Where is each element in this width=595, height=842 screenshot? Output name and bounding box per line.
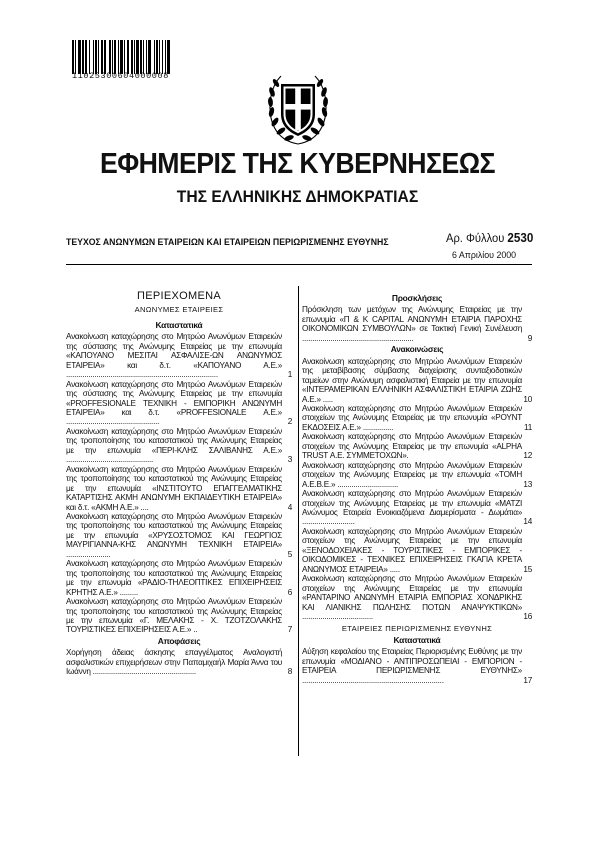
greek-coat-of-arms-emblem: [263, 70, 333, 148]
toc-entry-text: Ανακοίνωση καταχώρησης στο Μητρώο Ανωνύμων Εταιρειών της μεταβίβασης σύμβασης διαχείρισης συνταξιοδοτικών ταμείων στην Ανώνυμη ασφαλιστική Εταιρεία με την επωνυμία «ΙΝΤΕΡΑΜΕΡΙΚΑΝ ΕΛΛΗΝΙΚΗ ΑΣΦΑΛΙΣΤΙΚΗ ΕΤΑΙΡΙΑ ΖΩΗΣ Α.Ε.» .....: [302, 356, 522, 404]
toc-right-column: [302, 292, 532, 685]
toc-entry[interactable]: [302, 574, 532, 621]
column-divider: [298, 286, 299, 756]
toc-entry-text: Ανακοίνωση καταχώρησης στο Μητρώο Ανωνύμων Εταιρειών στοιχείων της Ανώνυμης Εταιρείας με την επωνυμία «ΡΑΝΤΑΡΙΝΟ ΑΝΩΝΥΜΗ ΕΤΑΙΡΙΑ ΕΜΠΟΡΙΑΣ ΧΟΝΔΡΙΚΗΣ ΚΑΙ ΛΙΑΝΙΚΗΣ ΠΩΛΗΣΗΣ ΠΟΤΩΝ ΑΝΑΨΥΚΤΙΚΩΝ» ...................................: [302, 574, 522, 621]
toc-entry-page: 17: [523, 675, 532, 685]
gazette-title: ΕΦΗΜΕΡΙΣ ΤΗΣ ΚΥΒΕΡΝΗΣΕΩΣ: [99, 148, 496, 180]
toc-entry-page: 12: [523, 451, 532, 461]
toc-subheading: Καταστατικά: [155, 319, 203, 330]
toc-entry[interactable]: [302, 357, 532, 404]
toc-entry-text: Ανακοίνωση καταχώρησης στο Μητρώο Ανωνύμων Εταιρειών της τροποποίησης του καταστατικού της Ανώνυμης Εταιρείας με την επωνυμία «ΡΑΔΙΟ-ΤΗΛΕΟΠΤΙΚΕΣ ΕΠΙΧΕΙΡΗΣΕΙΣ ΚΡΗΤΗΣ Α.Ε.» .........: [66, 559, 282, 597]
toc-subheading: Προσκλήσεις: [391, 293, 443, 303]
toc-entry-text: Πρόσκληση των μετόχων της Ανώνυμης Εταιρείας με την επωνυμία «Π & Κ CAPITAL ΑΝΩΝΥΜΗ ΕΤΑΙΡΙΑ ΠΑΡΟΧΗΣ ΟΙΚΟΝΟΜΙΚΩΝ ΣΥΜΒΟΥΛΩΝ» σε Τακτική Γενική Συνέλευση .......................................................: [302, 305, 522, 343]
toc-entry-text: Ανακοίνωση καταχώρησης στο Μητρώο Ανωνύμων Εταιρειών στοιχείων της Ανώνυμης Εταιρείας με την επωνυμία «ALPHA TRUST Α.Ε. ΣΥΜΜΕΤΟΧΩΝ».: [302, 432, 522, 461]
toc-entry-text: Ανακοίνωση καταχώρησης στο Μητρώο Ανωνύμων Εταιρειών στοιχείων της Ανώνυμης Εταιρείας με την επωνυμία «ΞΕΝΟΔΟΧΕΙΑΚΕΣ - ΤΟΥΡΙΣΤΙΚΕΣ - ΕΜΠΟΡΙΚΕΣ - ΟΙΚΟΔΟΜΙΚΕΣ - ΤΕΧΝΙΚΕΣ ΕΠΙΧΕΙΡΗΣΕΙΣ ΓΚΑΓΙΑ ΚΡΕΤΑ ΑΝΩΝΥΜΟΣ ΕΤΑΙΡΕΙΑ» .....: [302, 526, 522, 574]
issue-series: ΤΕΥΧΟΣ ΑΝΩΝΥΜΩΝ ΕΤΑΙΡΕΙΩΝ ΚΑΙ ΕΤΑΙΡΕΙΩΝ ΠΕΡΙΩΡΙΣΜΕΝΗΣ ΕΥΘΥΝΗΣ: [66, 236, 389, 247]
toc-left-groups: [66, 321, 292, 677]
toc-entry[interactable]: [66, 559, 292, 597]
toc-heading: ΠΕΡΙΕΧΟΜΕΝΑ: [137, 290, 221, 302]
toc-entry-page: 5: [287, 549, 292, 559]
toc-entry[interactable]: [66, 512, 292, 559]
toc-entry[interactable]: [66, 332, 292, 379]
toc-entry-text: Ανακοίνωση καταχώρησης στο Μητρώο Ανωνύμων Εταιρειών της τροποποίησης του καταστατικού της Ανώνυμης Εταιρείας με την επωνυμία «ΙΝΣΤΙΤΟΥΤΟ ΕΠΑΓΓΕΛΜΑΤΙΚΗΣ ΚΑΤΑΡΤΙΣΗΣ ΑΚΜΗ ΑΝΩΝΥΜΗ ΕΚΠΑΙΔΕΥΤΙΚΗ ΕΤΑΙΡΕΙΑ» και δ.τ. «ΑΚΜΗ Α.Ε.» ....: [66, 464, 282, 512]
toc-entry-text: Ανακοίνωση καταχώρησης στο Μητρώο Ανωνύμων Εταιρειών στοιχείων της Ανώνυμης Εταιρείας με την επωνυμία «ΜΑΤΖΙ Ανώνυμος Εταιρεία Ενοικιαζόμενα Διαμερίσματα - Δωμάτια» ..........................: [302, 489, 522, 527]
toc-entry-page: 3: [287, 455, 292, 465]
toc-entry[interactable]: [66, 648, 292, 676]
toc-entry[interactable]: [302, 461, 532, 489]
toc-entry[interactable]: [66, 597, 292, 635]
toc-entry-page: 9: [527, 333, 532, 343]
toc-entry-page: 11: [524, 422, 532, 432]
toc-subheading: Καταστατικά: [393, 634, 441, 645]
toc-entry[interactable]: [302, 489, 532, 527]
toc-entry-page: 4: [287, 502, 292, 512]
toc-entry-page: 13: [523, 479, 532, 489]
toc-entry[interactable]: [66, 427, 292, 465]
sheet-number: [446, 231, 533, 245]
toc-entry[interactable]: [302, 527, 532, 574]
toc-entry-page: 16: [523, 611, 532, 621]
gazette-subtitle: ΤΗΣ ΕΛΛΗΝΙΚΗΣ ΔΗΜΟΚΡΑΤΙΑΣ: [176, 187, 419, 206]
section-heading-sa: ΑΝΩΝΥΜΕΣ ΕΤΑΙΡΕΙΕΣ: [134, 305, 224, 315]
section-heading-ltd: ΕΤΑΙΡΕΙΕΣ ΠΕΡΙΩΡΙΣΜΕΝΗΣ ΕΥΘΥΝΗΣ: [341, 624, 493, 634]
toc-entry-page: 14: [523, 517, 532, 527]
toc-entry-text: Ανακοίνωση καταχώρησης στο Μητρώο Ανωνύμων Εταιρειών της τροποποίησης του καταστατικού της Ανώνυμης Εταιρείας με την επωνυμία «ΧΡΥΣΟΣΤΟΜΟΣ ΚΑΙ ΓΕΩΡΓΙΟΣ ΜΑΥΡΙΓΙΑΝΝΑ-ΚΗΣ ΑΝΩΝΥΜΗ ΤΕΧΝΙΚΗ ΕΤΑΙΡΕΙΑ» ......................: [66, 511, 282, 559]
toc-entry[interactable]: [302, 647, 532, 685]
toc-subheading: Αποφάσεις: [157, 635, 201, 646]
toc-entry[interactable]: [302, 404, 532, 432]
toc-entry-page: 15: [523, 564, 532, 574]
toc-entry[interactable]: [302, 305, 532, 343]
issue-date: 6 Απριλίου 2000: [452, 250, 517, 261]
toc-entry-text: Ανακοίνωση καταχώρησης στο Μητρώο Ανωνύμων Εταιρειών της τροποποίησης του καταστατικού της Ανώνυμης Εταιρείας με την επωνυμία «ΠΕΡΙ-ΚΛΗΣ ΣΑΛΙΒΑΝΗΣ Α.Ε.» ...........................................: [66, 426, 282, 465]
toc-subheading: Ανακοινώσεις: [390, 344, 444, 355]
barcode-number: 11025300604000008: [72, 71, 169, 81]
toc-right-group2: [302, 636, 532, 685]
sheet-number-value: 2530: [507, 231, 534, 245]
toc-entry[interactable]: [302, 432, 532, 460]
toc-entry-text: Ανακοίνωση καταχώρησης στο Μητρώο Ανωνύμων Εταιρειών στοιχείων της Ανώνυμης Εταιρείας με την επωνυμία «ΡΟΥΝΤ ΕΚΔΟΣΕΙΣ Α.Ε.» ...............: [302, 403, 522, 432]
toc-entry-text: Ανακοίνωση καταχώρησης στο Μητρώο Ανωνύμων Εταιρειών στοιχείων της Ανώνυμης Εταιρείας με την επωνυμία «ΤΟΜΗ Α.Ε.Β.Ε.» ..............................: [302, 460, 522, 489]
toc-entry[interactable]: [66, 380, 292, 427]
toc-entry-page: 6: [287, 587, 292, 597]
toc-entry-text: Ανακοίνωση καταχώρησης στο Μητρώο Ανωνύμων Εταιρειών της τροποποίησης του καταστατικού της Ανώνυμης Εταιρείας με την επωνυμία «Γ. ΜΕΛΑΚΗΣ - Χ. ΤΖΟΤΖΟΛΑΚΗΣ ΤΟΥΡΙΣΤΙΚΕΣ ΕΠΙΧΕΙΡΗΣΕΙΣ Α.Ε.» ..: [66, 597, 282, 635]
toc-entry-page: 1: [287, 370, 292, 380]
toc-entry-page: 7: [287, 625, 292, 635]
toc-entry-page: 2: [287, 417, 292, 427]
header-divider: [66, 264, 532, 265]
toc-entry-text: Ανακοίνωση καταχώρησης στο Μητρώο Ανωνύμων Εταιρειών της σύστασης της Ανώνυμης Εταιρείας με την επωνυμία «ΚΑΠΟΥΑΝΟ ΜΕΣΙΤΑΙ ΑΣΦΑΛΙΣΕ-ΩΝ ΑΝΩΝΥΜΟΣ ΕΤΑΙΡΕΙΑ» και δ.τ. «ΚΑΠΟΥΑΝΟ Α.Ε.» ...........................................................................: [66, 332, 282, 380]
barcode: [72, 40, 220, 74]
toc-entry-text: Αύξηση κεφαλαίου της Εταιρείας Περιορισμένης Ευθύνης με την επωνυμία «ΜΟΔΙΑΝΟ - ΑΝΤΙΠΡΟΣΩΠΕΙΑΙ - ΕΜΠΟΡΙΟΝ - ΕΤΑΙΡΕΙΑ ΠΕΡΙΩΡΙΣΜΕΝΗΣ ΕΥΘΥΝΗΣ» ......................................................................: [302, 647, 522, 685]
toc-entry-text: Ανακοίνωση καταχώρησης στο Μητρώο Ανωνύμων Εταιρειών της σύστασης της Ανώνυμης Εταιρείας με την επωνυμία «PROFFESIONALE ΤΕΧΝΙΚΗ - ΕΜΠΟΡΙΚΗ ΑΝΩΝΥΜΗ ΕΤΑΙΡΕΙΑ» και δ.τ. «PROFFESIONALE Α.Ε.» ..............................................: [66, 379, 282, 427]
sheet-number-label: Αρ. Φύλλου: [446, 231, 505, 245]
toc-left-column: [66, 292, 292, 677]
toc-entry-page: 10: [523, 394, 532, 404]
toc-entry-page: 8: [287, 667, 292, 677]
toc-entry[interactable]: [66, 465, 292, 512]
toc-entry-text: Χορήγηση άδειας άσκησης επαγγέλματος Αναλογιστή ασφαλιστικών επιχειρήσεων στην Παπαμιχαήλ Μαρία Άννα του Ιωάννη ...................................................: [66, 648, 282, 677]
toc-right-groups: [302, 294, 532, 621]
